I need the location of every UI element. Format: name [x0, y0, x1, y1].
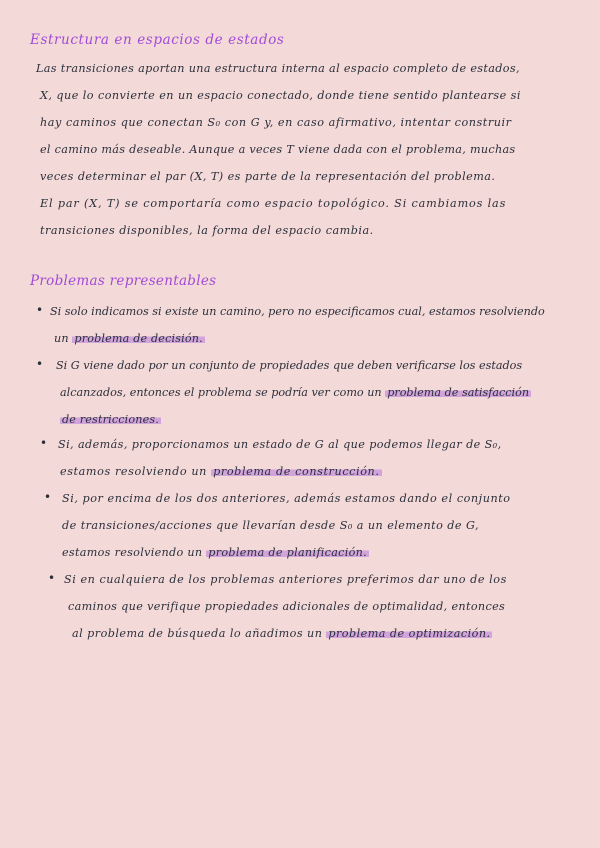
list-item-line: alcanzados, entonces el problema se podría ver como un problema de satisfacción: [60, 386, 530, 399]
paragraph-line: X, que lo convierte en un espacio conectado, donde tiene sentido plantearse si: [40, 89, 521, 102]
highlight-problema-planificacion: problema de planificación.: [208, 546, 368, 559]
list-item-line: estamos resolviendo un problema de planificación.: [62, 546, 368, 559]
list-item-line: Si, además, proporcionamos un estado de G al que podemos llegar de S₀,: [58, 438, 502, 451]
list-item-line: al problema de búsqueda lo añadimos un problema de optimización.: [72, 627, 491, 640]
paragraph-line: El par (X, T) se comportaría como espacio topológico. Si cambiamos las: [40, 197, 507, 210]
bullet-dot: •: [44, 490, 52, 504]
highlight-problema-decision: problema de decisión.: [74, 332, 203, 345]
list-item-line: caminos que verifique propiedades adicionales de optimalidad, entonces: [68, 600, 506, 613]
highlight-problema-satisfaccion: problema de satisfacción: [387, 386, 530, 399]
list-item-line: de transiciones/acciones que llevarían desde S₀ a un elemento de G,: [62, 519, 479, 532]
list-item-line: [60, 413, 161, 426]
section-title-estructura: Estructura en espacios de estados: [30, 32, 285, 48]
bullet-dot: •: [36, 357, 44, 371]
list-item-line: estamos resolviendo un problema de construcción.: [60, 465, 380, 478]
list-item-line: un problema de decisión.: [54, 332, 203, 345]
list-item-line: Si, por encima de los dos anteriores, además estamos dando el conjunto: [62, 492, 511, 505]
paragraph-line: veces determinar el par (X, T) es parte de la representación del problema.: [40, 170, 496, 183]
highlight-problema-optimizacion: problema de optimización.: [328, 627, 491, 640]
bullet-dot: •: [36, 303, 44, 317]
list-item-line: Si solo indicamos si existe un camino, pero no especificamos cual, estamos resolviendo: [50, 305, 545, 318]
list-item-line: Si en cualquiera de los problemas anteriores preferimos dar uno de los: [64, 573, 507, 586]
paragraph-line: transiciones disponibles, la forma del espacio cambia.: [40, 224, 374, 237]
bullet-dot: •: [40, 436, 48, 450]
paragraph-line: el camino más deseable. Aunque a veces T viene dada con el problema, muchas: [40, 143, 516, 156]
highlight-restricciones: de restricciones.: [62, 413, 159, 426]
list-item-line: Si G viene dado por un conjunto de propiedades que deben verificarse los estados: [56, 359, 523, 372]
section-title-problemas: Problemas representables: [30, 273, 217, 289]
highlight-problema-construccion: problema de construcción.: [213, 465, 380, 478]
bullet-dot: •: [48, 571, 56, 585]
paragraph-line: hay caminos que conectan S₀ con G y, en caso afirmativo, intentar construir: [40, 116, 512, 129]
paragraph-line: Las transiciones aportan una estructura interna al espacio completo de estados,: [36, 62, 520, 75]
